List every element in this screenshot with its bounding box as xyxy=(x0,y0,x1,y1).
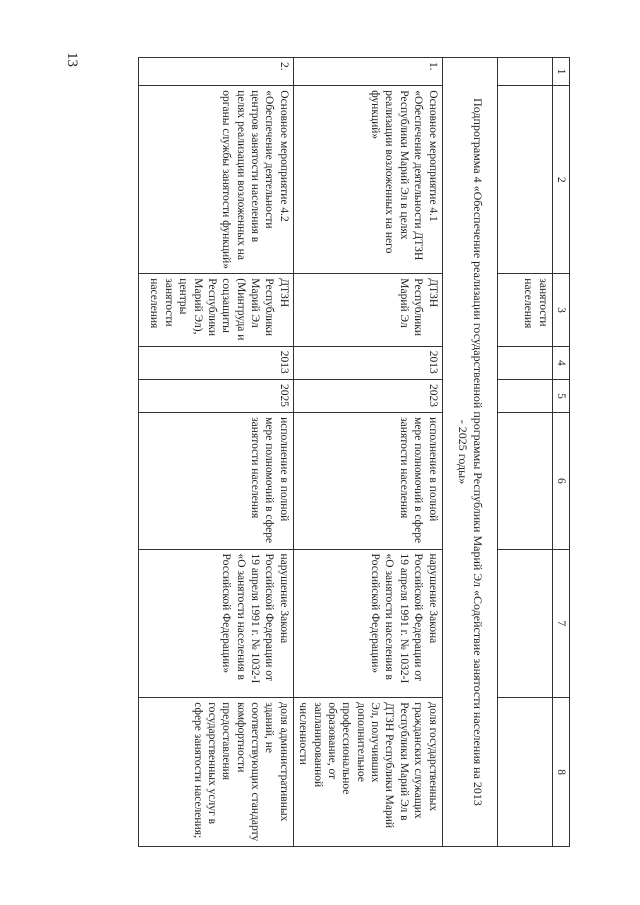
subprogram-title: Подпрограмма 4 «Обеспечение реализации государственной программы Республики Марий Эл «Содействие занятости населения на 2013 - 2025 годы» xyxy=(442,58,497,847)
row-number: 1. xyxy=(293,58,442,86)
end-year: 2023 xyxy=(293,379,442,412)
executor: ДТЗН Республики Марий Эл xyxy=(293,274,442,347)
executor: ДТЗН Республики Марий Эл (Минтруда и соцзащиты Республики Марий Эл), центры занятости населения xyxy=(138,274,293,347)
activity-name: Основное мероприятие 4.2 «Обеспечение деятельности центров занятости населения в целях реализации возложенных на органы службы занятости функций» xyxy=(138,86,293,274)
header-cell-6: 6 xyxy=(552,413,569,549)
start-year: 2013 xyxy=(138,346,293,379)
header-cell-4: 4 xyxy=(552,346,569,379)
header-cell-3: 3 xyxy=(552,274,569,347)
expected-result: исполнение в полной мере полномочий в сфере занятости населения xyxy=(293,413,442,549)
header-row xyxy=(552,58,569,847)
row-number: 2. xyxy=(138,58,293,86)
indicators: доля административных зданий, не соответствующих стандарту комфортности предоставления государственных услуг в сфере занятости населения; xyxy=(138,698,293,847)
header-cell-8: 8 xyxy=(552,698,569,847)
indicators: доля государственных гражданских служащих Республики Марий Эл в ДТЗН Республики Марий Эл, получивших дополнительное профессиональное образование, от запланированной численности xyxy=(293,698,442,847)
header-cell-2: 2 xyxy=(552,86,569,274)
header-cell-1: 1 xyxy=(552,58,569,86)
header-cell-5: 5 xyxy=(552,379,569,412)
end-year: 2025 xyxy=(138,379,293,412)
table-row xyxy=(293,58,442,847)
header-cell-7: 7 xyxy=(552,549,569,698)
consequences: нарушение Закона Российской Федерации от 19 апреля 1991 г. № 1032-I «О занятости населения в Российской Федерации» xyxy=(293,549,442,698)
activity-name: Основное мероприятие 4.1 «Обеспечение деятельности ДТЗН Республики Марий Эл в целях реализации возложенных на него функций» xyxy=(293,86,442,274)
program-table xyxy=(138,57,570,847)
start-year: 2013 xyxy=(293,346,442,379)
subprogram-row xyxy=(442,58,497,847)
page-number: 13 xyxy=(64,52,80,67)
continuation-row xyxy=(497,58,552,847)
table-row xyxy=(138,58,293,847)
continuation-executor: занятости населения xyxy=(497,274,552,347)
expected-result: исполнение в полной мере полномочий в сфере занятости населения xyxy=(138,413,293,549)
rotated-table-sheet xyxy=(40,57,570,847)
consequences: нарушение Закона Российской Федерации от 19 апреля 1991 г. № 1032-I «О занятости населения в Российской Федерации» xyxy=(138,549,293,698)
